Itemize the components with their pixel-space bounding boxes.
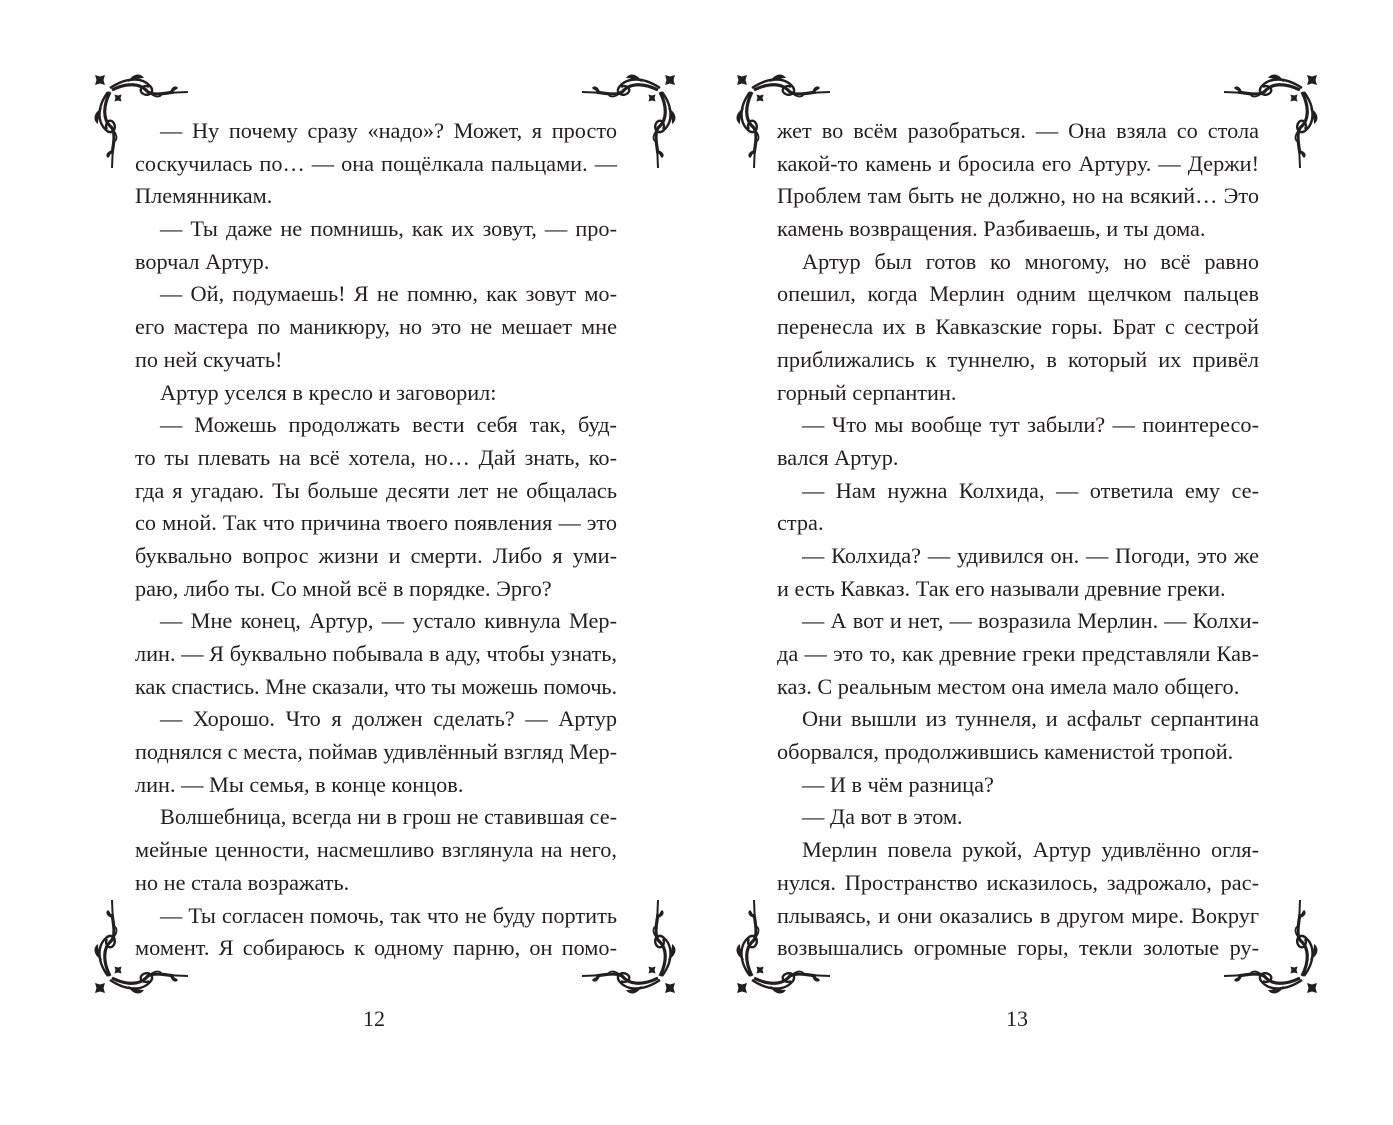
right-page-body-text [777, 115, 1259, 965]
text-line: вался Артур. [777, 444, 899, 470]
text-line: стра. [777, 510, 824, 536]
text-line: — Колхида? — удивился он. — Погоди, это же [802, 542, 1259, 568]
text-line: но не стала возражать. [135, 869, 350, 895]
text-line: какой-то камень и бросила его Артуру. — Держи! [777, 150, 1259, 176]
text-line: да — это то, как древние греки представляли Кав- [777, 641, 1259, 666]
text-line: то ты плевать на всё хотела, но… Дай знать, ко- [135, 444, 617, 470]
text-line: — Можешь продолжать вести себя так, буд- [160, 412, 617, 438]
text-line: — Нам нужна Колхида, — ответила ему се- [802, 477, 1259, 503]
text-line: плываясь, и они оказались в другом мире. Вокруг [777, 902, 1259, 928]
text-line: момент. Я собираюсь к одному парню, он помо- [135, 935, 617, 961]
text-line: раю, либо ты. Со мной всё в порядке. Эрго? [135, 575, 552, 601]
left-page-number: 12 [363, 1006, 385, 1031]
text-line: соскучилась по… — она пощёлкала пальцами. — [135, 150, 617, 176]
text-line: нулся. Пространство исказилось, задрожало, рас- [777, 869, 1259, 895]
text-line: Волшебница, всегда ни в грош не ставившая се- [160, 804, 617, 830]
text-line: со мной. Так что причина твоего появления — это [135, 510, 617, 536]
text-line: — Ой, подумаешь! Я не помню, как зовут мо- [160, 281, 617, 307]
text-line: гда я угадаю. Ты больше десяти лет не общалась [135, 477, 617, 503]
text-line: — А вот и нет, — возразила Мерлин. — Колхи- [802, 608, 1259, 634]
text-line: лин. — Я буквально побывала в аду, чтобы узнать, [135, 641, 617, 666]
text-line: — И в чём разница? [802, 771, 994, 797]
text-line: поднялся с места, поймав удивлённый взгляд Мер- [135, 739, 618, 765]
text-line: — Да вот в этом. [802, 804, 963, 830]
text-line: опешил, когда Мерлин одним щелчком пальцев [777, 281, 1259, 307]
text-line: каз. С реальным местом она имела мало общего. [777, 673, 1240, 699]
text-line: Племянникам. [135, 183, 273, 209]
text-line: перенесла их в Кавказские горы. Брат с сестрой [777, 314, 1259, 340]
text-line: и есть Кавказ. Так его называли древние греки. [777, 575, 1226, 601]
text-line: — Мне конец, Артур, — устало кивнула Мер- [160, 608, 617, 634]
text-line: — Хорошо. Что я должен сделать? — Артур [160, 706, 617, 732]
text-line: — Ты даже не помнишь, как их зовут, — про- [160, 216, 617, 242]
text-line: горный серпантин. [777, 379, 957, 405]
text-line: жет во всём разобраться. — Она взяла со стола [777, 118, 1259, 143]
right-page-number: 13 [1006, 1006, 1028, 1031]
text-line: как спастись. Мне сказали, что ты можешь помочь. [135, 673, 617, 699]
text-line: приближались к туннелю, в который их привёл [777, 346, 1259, 372]
text-line: его мастера по маникюру, но это не мешает мне [135, 314, 617, 340]
text-line: возвышались огромные горы, текли золотые ру- [777, 935, 1259, 961]
text-line: — Ты согласен помочь, так что не буду портить [160, 902, 617, 928]
left-page-body-text [135, 115, 617, 965]
text-line: Мерлин повела рукой, Артур удивлённо огля- [802, 837, 1259, 863]
text-line: камень возвращения. Разбиваешь, и ты дома. [777, 216, 1206, 242]
right-page [697, 0, 1393, 1125]
left-page [0, 0, 696, 1125]
text-line: лин. — Мы семья, в конце концов. [135, 771, 464, 797]
text-line: Артур был готов ко многому, но всё равно [802, 248, 1259, 274]
text-line: Проблем там быть не должно, но на всякий… Это [777, 183, 1259, 209]
text-line: — Что мы вообще тут забыли? — поинтересо- [802, 412, 1259, 438]
text-line: по ней скучать! [135, 346, 283, 372]
text-line: Они вышли из туннеля, и асфальт серпантина [802, 706, 1259, 732]
text-line: ворчал Артур. [135, 248, 270, 274]
text-line: мейные ценности, насмешливо взглянула на него, [135, 837, 617, 863]
text-line: буквально вопрос жизни и смерти. Либо я уми- [135, 542, 617, 568]
text-line: — Ну почему сразу «надо»? Может, я просто [160, 118, 617, 143]
text-line: Артур уселся в кресло и заговорил: [160, 379, 497, 405]
text-line: оборвался, продолжившись каменистой тропой. [777, 739, 1234, 765]
